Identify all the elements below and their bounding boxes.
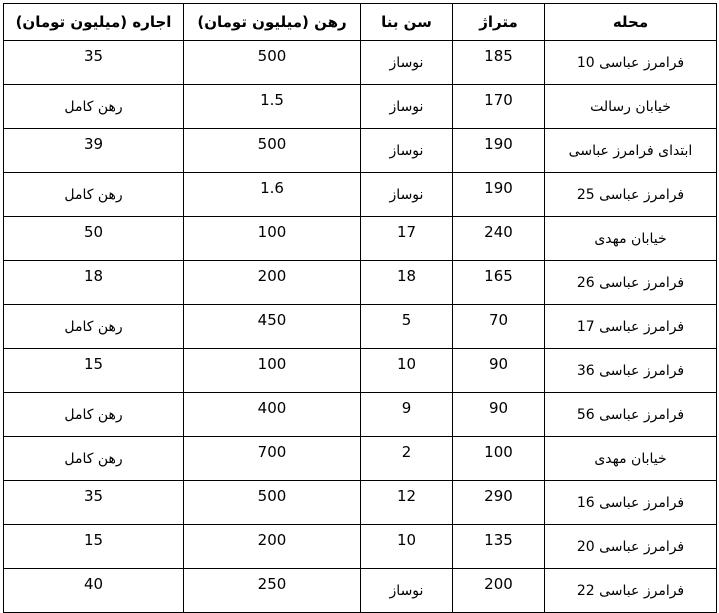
cell-rent: رهن کامل — [4, 393, 184, 437]
cell-building-age: نوساز — [361, 129, 453, 173]
cell-rent: رهن کامل — [4, 437, 184, 481]
cell-neighborhood: ابتدای فرامرز عباسی — [545, 129, 717, 173]
cell-deposit: 450 — [184, 305, 361, 349]
table-row — [4, 129, 717, 173]
cell-area: 190 — [453, 173, 545, 217]
table-row — [4, 481, 717, 525]
cell-area: 190 — [453, 129, 545, 173]
cell-neighborhood: فرامرز عباسی 26 — [545, 261, 717, 305]
cell-building-age: 10 — [361, 349, 453, 393]
rental-listings-table — [3, 3, 717, 613]
cell-neighborhood: فرامرز عباسی 25 — [545, 173, 717, 217]
cell-neighborhood: فرامرز عباسی 20 — [545, 525, 717, 569]
cell-area: 100 — [453, 437, 545, 481]
cell-rent: رهن کامل — [4, 85, 184, 129]
cell-neighborhood: فرامرز عباسی 36 — [545, 349, 717, 393]
cell-neighborhood: خیابان مهدی — [545, 437, 717, 481]
cell-neighborhood: فرامرز عباسی 16 — [545, 481, 717, 525]
table-row — [4, 41, 717, 85]
header-building-age: سن بنا — [361, 4, 453, 41]
listing-table-container — [3, 3, 717, 613]
cell-deposit: 1.5 — [184, 85, 361, 129]
cell-deposit: 250 — [184, 569, 361, 613]
header-deposit: رهن (میلیون تومان) — [184, 4, 361, 41]
cell-neighborhood: فرامرز عباسی 10 — [545, 41, 717, 85]
table-row — [4, 85, 717, 129]
table-row — [4, 217, 717, 261]
cell-rent: 15 — [4, 349, 184, 393]
cell-deposit: 500 — [184, 481, 361, 525]
cell-deposit: 700 — [184, 437, 361, 481]
table-row — [4, 305, 717, 349]
header-neighborhood: محله — [545, 4, 717, 41]
cell-area: 70 — [453, 305, 545, 349]
table-row — [4, 261, 717, 305]
cell-neighborhood: فرامرز عباسی 17 — [545, 305, 717, 349]
table-row — [4, 569, 717, 613]
cell-rent: 39 — [4, 129, 184, 173]
cell-building-age: 9 — [361, 393, 453, 437]
cell-building-age: نوساز — [361, 173, 453, 217]
cell-area: 240 — [453, 217, 545, 261]
cell-rent: 40 — [4, 569, 184, 613]
table-row — [4, 437, 717, 481]
cell-rent: 35 — [4, 41, 184, 85]
cell-deposit: 100 — [184, 349, 361, 393]
cell-deposit: 500 — [184, 41, 361, 85]
cell-deposit: 200 — [184, 261, 361, 305]
cell-rent: رهن کامل — [4, 305, 184, 349]
cell-building-age: نوساز — [361, 85, 453, 129]
cell-rent: 18 — [4, 261, 184, 305]
cell-deposit: 500 — [184, 129, 361, 173]
cell-building-age: 18 — [361, 261, 453, 305]
header-area: متراژ — [453, 4, 545, 41]
cell-neighborhood: خیابان رسالت — [545, 85, 717, 129]
cell-rent: 35 — [4, 481, 184, 525]
cell-neighborhood: خیابان مهدی — [545, 217, 717, 261]
cell-deposit: 200 — [184, 525, 361, 569]
cell-neighborhood: فرامرز عباسی 22 — [545, 569, 717, 613]
cell-building-age: 2 — [361, 437, 453, 481]
cell-deposit: 1.6 — [184, 173, 361, 217]
cell-rent: 15 — [4, 525, 184, 569]
header-row — [4, 4, 717, 41]
cell-area: 185 — [453, 41, 545, 85]
cell-area: 170 — [453, 85, 545, 129]
cell-building-age: 5 — [361, 305, 453, 349]
cell-neighborhood: فرامرز عباسی 56 — [545, 393, 717, 437]
cell-building-age: 12 — [361, 481, 453, 525]
table-row — [4, 525, 717, 569]
cell-rent: 50 — [4, 217, 184, 261]
table-row — [4, 349, 717, 393]
cell-area: 90 — [453, 349, 545, 393]
cell-area: 90 — [453, 393, 545, 437]
table-body — [4, 41, 717, 613]
cell-area: 290 — [453, 481, 545, 525]
cell-area: 200 — [453, 569, 545, 613]
table-row — [4, 173, 717, 217]
header-rent: اجاره (میلیون تومان) — [4, 4, 184, 41]
cell-area: 165 — [453, 261, 545, 305]
cell-rent: رهن کامل — [4, 173, 184, 217]
cell-building-age: 17 — [361, 217, 453, 261]
cell-building-age: نوساز — [361, 41, 453, 85]
cell-deposit: 100 — [184, 217, 361, 261]
cell-building-age: 10 — [361, 525, 453, 569]
cell-area: 135 — [453, 525, 545, 569]
cell-building-age: نوساز — [361, 569, 453, 613]
cell-deposit: 400 — [184, 393, 361, 437]
table-row — [4, 393, 717, 437]
